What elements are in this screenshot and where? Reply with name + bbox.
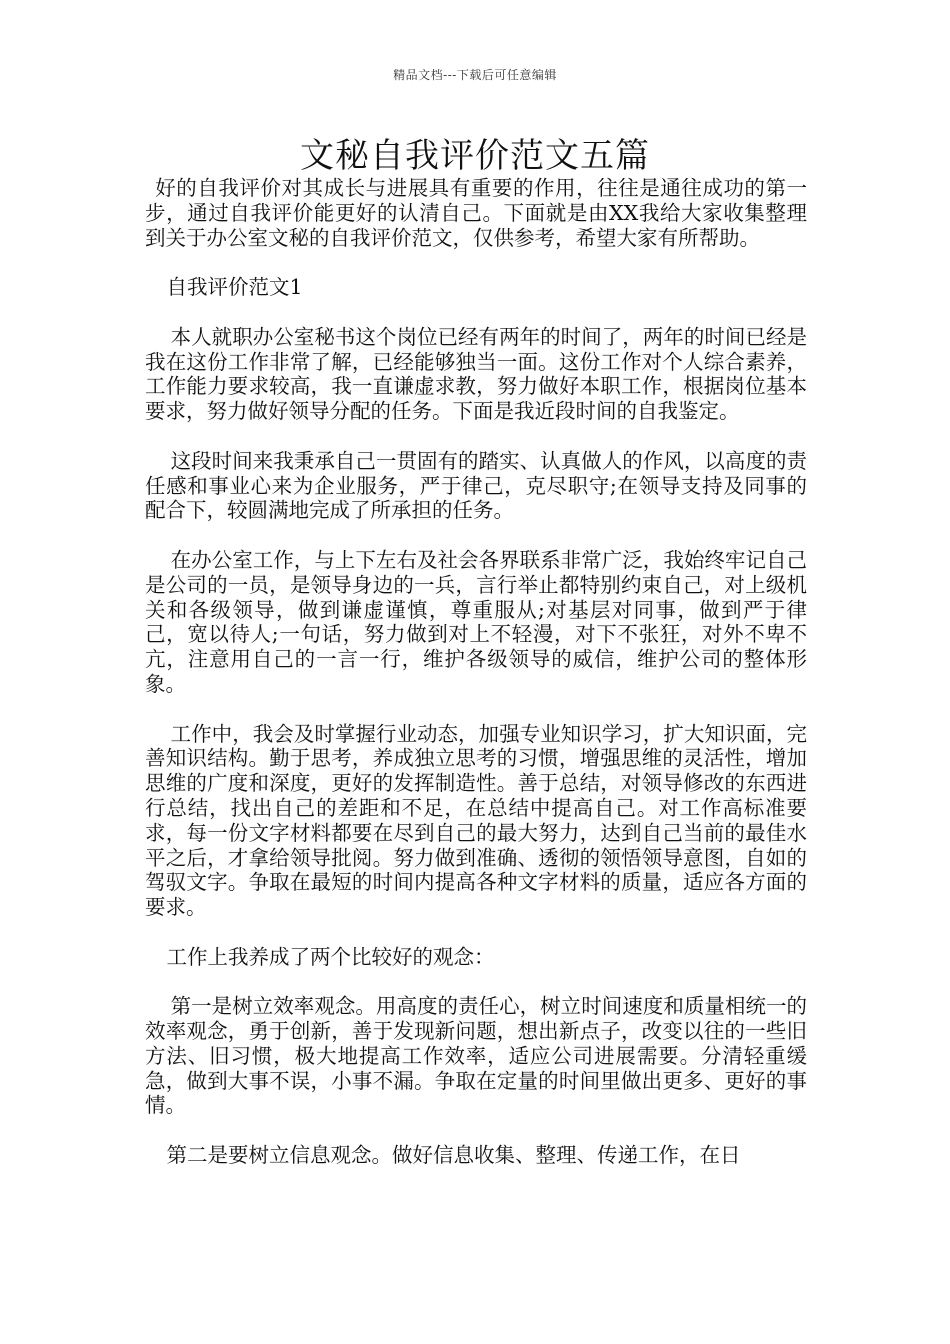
document-body <box>145 176 807 1168</box>
document-title: 文秘自我评价范文五篇 <box>300 136 650 176</box>
section-heading: 自我评价范文1 <box>166 275 303 300</box>
body-paragraph: 第一是树立效率观念。用高度的责任心，树立时间速度和质量相统一的效率观念，勇于创新，善于发现新问题，想出新点子，改变以往的一些旧方法、旧习惯，极大地提高工作效率，适应公司进展需要。分清轻重缓急，做到大事不误，小事不漏。争取在定量的时间里做出更多、更好的事情。 <box>145 994 807 1118</box>
intro-paragraph: 好的自我评价对其成长与进展具有重要的作用，往往是通往成功的第一步，通过自我评价能更好的认清自己。下面就是由XX我给大家收集整理到关于办公室文秘的自我评价范文，仅供参考，希望大家有所帮助。 <box>145 176 807 250</box>
body-paragraph: 这段时间来我秉承自己一贯固有的踏实、认真做人的作风，以高度的责任感和事业心来为企业服务，严于律己，克尽职守;在领导支持及同事的配合下，较圆满地完成了所承担的任务。 <box>145 448 807 523</box>
body-paragraph: 工作中，我会及时掌握行业动态，加强专业知识学习，扩大知识面，完善知识结构。勤于思考，养成独立思考的习惯，增强思维的灵活性，增加思维的广度和深度，更好的发挥制造性。善于总结，对领导修改的东西进行总结，找出自己的差距和不足，在总结中提高自己。对工作高标准要求，每一份文字材料都要在尽到自己的最大努力，达到自己当前的最佳水平之后，才拿给领导批阅。努力做到准确、透彻的领悟领导意图，自如的驾驭文字。争取在最短的时间内提高各种文字材料的质量，适应各方面的要求。 <box>145 721 807 920</box>
body-paragraph: 工作上我养成了两个比较好的观念： <box>166 944 495 969</box>
body-paragraph: 在办公室工作，与上下左右及社会各界联系非常广泛，我始终牢记自己是公司的一员，是领导身边的一兵，言行举止都特别约束自己，对上级机关和各级领导，做到谦虚谨慎，尊重服从;对基层对同事，做到严于律己，宽以待人;一句话，努力做到对上不轻漫，对下不张狂，对外不卑不亢，注意用自己的一言一行，维护各级领导的威信，维护公司的整体形象。 <box>145 547 807 696</box>
header-note: 精品文档---下载后可任意编辑 <box>393 68 557 82</box>
body-paragraph: 本人就职办公室秘书这个岗位已经有两年的时间了，两年的时间已经是我在这份工作非常了解，已经能够独当一面。这份工作对个人综合素养，工作能力要求较高，我一直谦虚求教，努力做好本职工作，根据岗位基本要求，努力做好领导分配的任务。下面是我近段时间的自我鉴定。 <box>145 324 807 424</box>
body-paragraph: 第二是要树立信息观念。做好信息收集、整理、传递工作，在日 <box>166 1143 741 1168</box>
